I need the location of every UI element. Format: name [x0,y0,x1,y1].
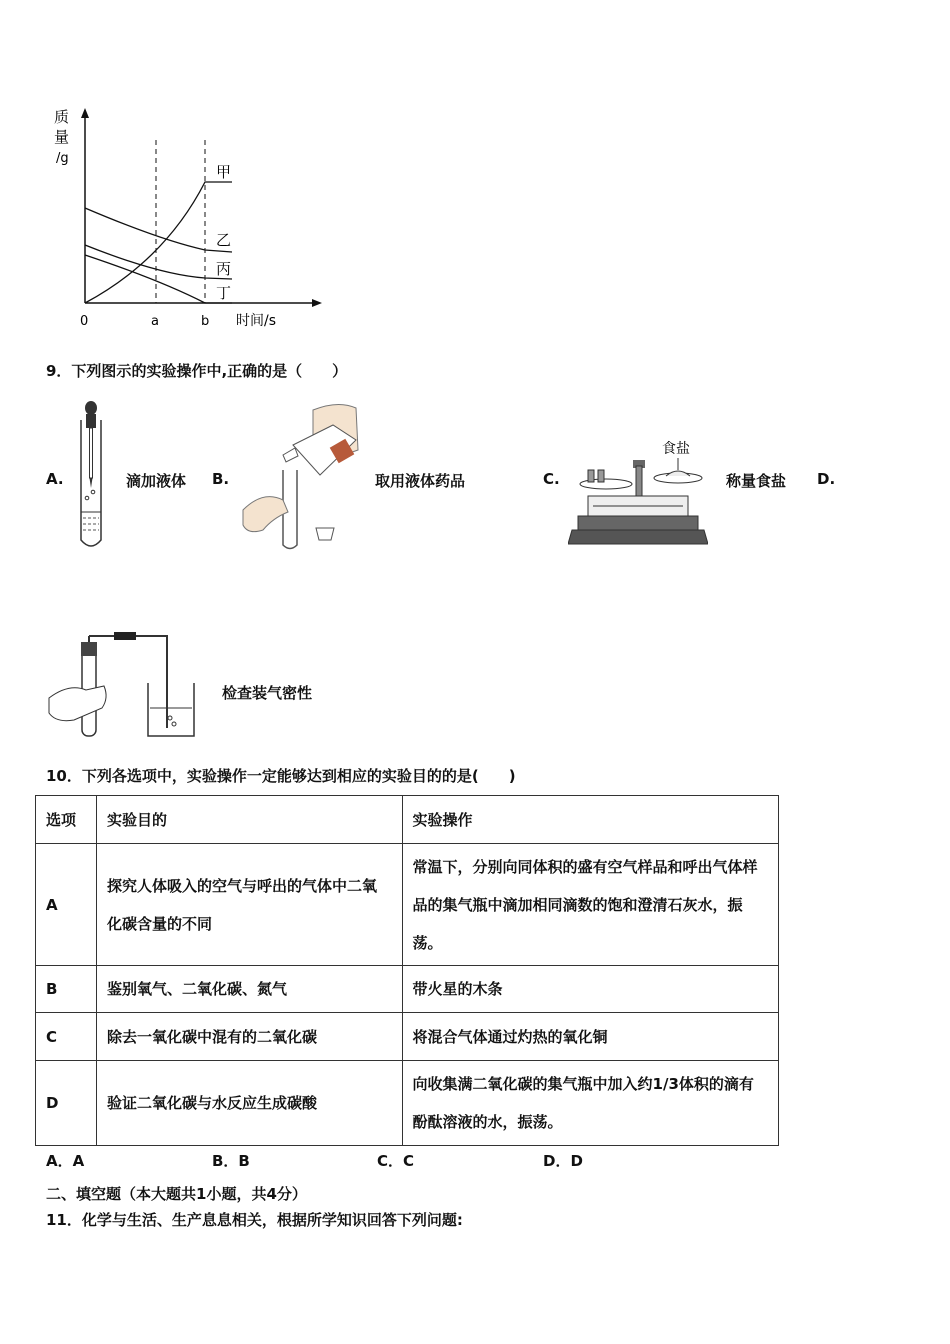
q9-option-a-caption: 滴加液体 [126,472,187,490]
x-tick-0: 0 [80,314,89,329]
curve-yi [85,208,232,252]
q10-answer-b: B．B [212,1152,250,1170]
salt-label: 食盐 [662,441,690,457]
table-row [36,966,779,1013]
header-operation: 实验操作 [402,796,778,844]
row-b-operation: 带火星的木条 [402,966,778,1013]
x-axis-arrow [312,299,322,307]
q10-table [35,795,779,1146]
q10-answer-c: C．C [377,1152,415,1170]
curve-label-bing: 丙 [216,260,232,278]
row-d-option: D [36,1061,97,1146]
q10-answer-d: D．D [543,1152,583,1170]
table-row [36,1061,779,1146]
y-axis-label-1: 质 [54,108,70,126]
x-tick-a: a [151,314,159,329]
x-tick-b: b [201,314,210,329]
q10-answer-a: A．A [46,1152,85,1170]
table-header-row [36,796,779,844]
q9-option-c-letter: C. [543,470,560,488]
table-row [36,844,779,966]
y-axis-arrow [81,108,89,118]
x-axis-label: 时间/s [236,313,277,329]
curve-jia [85,182,232,303]
airtightness-check-figure [44,628,204,743]
row-d-operation: 向收集满二氧化碳的集气瓶中加入约1/3体积的滴有酚酞溶液的水，振荡。 [402,1061,778,1146]
y-axis-label-2: 量 [54,128,70,146]
q9-option-c-caption: 称量食盐 [726,472,787,490]
row-a-operation: 常温下，分别向同体积的盛有空气样品和呼出气体样品的集气瓶中滴加相同滴数的饱和澄清石灰水，振荡。 [402,844,778,966]
q9-option-b-letter: B. [212,470,230,488]
row-d-purpose: 验证二氧化碳与水反应生成碳酸 [96,1061,402,1146]
q10-stem: 10．下列各选项中，实验操作一定能够达到相应的实验目的的是( ) [46,767,516,785]
row-c-purpose: 除去一氧化碳中混有的二氧化碳 [96,1013,402,1061]
q9-option-d-caption: 检查装气密性 [222,684,313,702]
q9-option-b-caption: 取用液体药品 [375,472,466,490]
row-b-purpose: 鉴别氧气、二氧化碳、氮气 [96,966,402,1013]
row-b-option: B [36,966,97,1013]
pouring-liquid-figure [238,400,368,555]
row-c-option: C [36,1013,97,1061]
header-purpose: 实验目的 [96,796,402,844]
row-a-purpose: 探究人体吸入的空气与呼出的气体中二氧化碳含量的不同 [96,844,402,966]
curve-label-yi: 乙 [216,231,232,249]
q9-option-a-letter: A. [46,470,64,488]
curve-label-jia: 甲 [216,163,232,181]
q11-stem: 11．化学与生活、生产息息相关，根据所学知识回答下列问题: [46,1211,463,1229]
q9-option-d-letter: D. [817,470,836,488]
mass-time-graph [40,100,340,335]
table-row [36,1013,779,1061]
curve-ding [85,255,232,303]
y-axis-label-3: /g [56,151,69,166]
row-a-option: A [36,844,97,966]
section-2-heading: 二、填空题（本大题共1小题，共4分） [46,1185,307,1203]
q9-stem: 9．下列图示的实验操作中,正确的是（ ） [46,362,348,380]
dropper-test-tube-figure [74,400,108,550]
row-c-operation: 将混合气体通过灼热的氧化铜 [402,1013,778,1061]
header-option: 选项 [36,796,97,844]
balance-scale-figure [568,436,708,548]
curve-label-ding: 丁 [216,284,232,302]
